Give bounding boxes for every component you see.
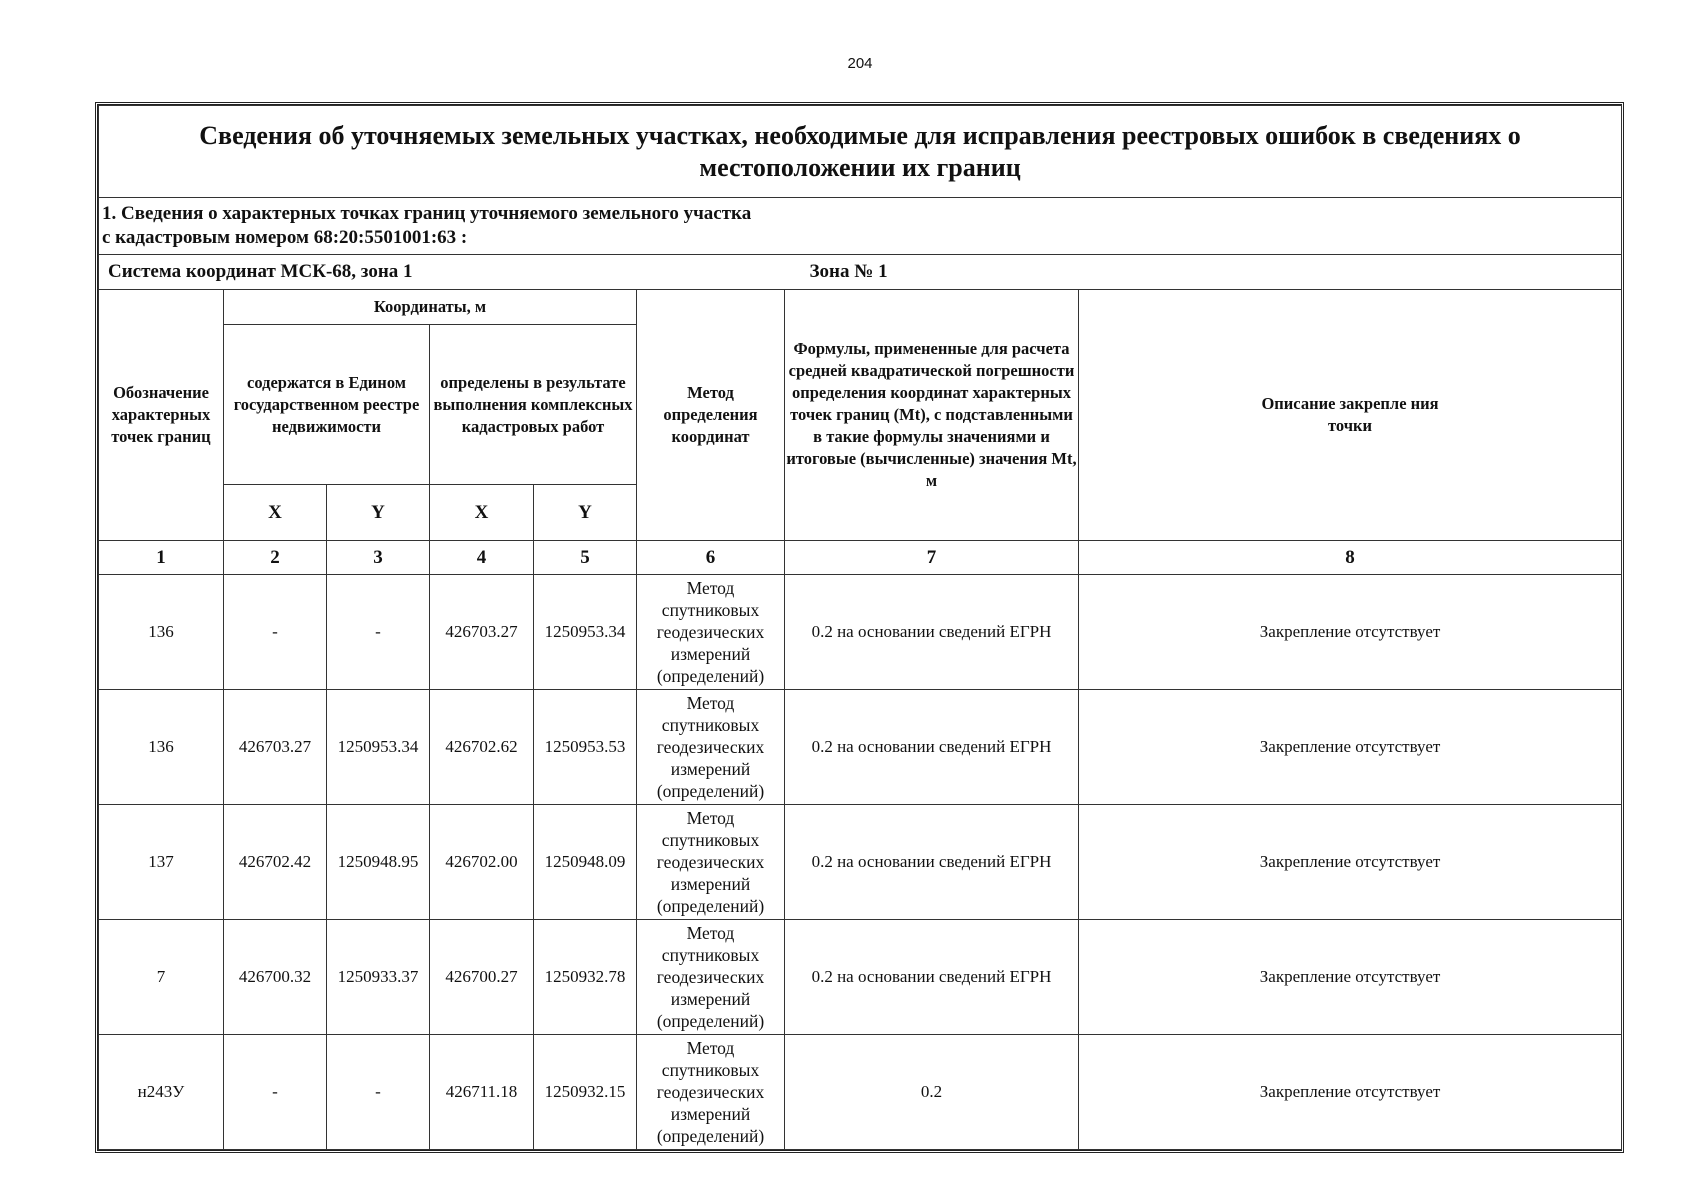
- point-description: Закрепление отсутствует: [1079, 920, 1622, 1035]
- column-number: 5: [534, 541, 637, 575]
- x-cadastral: 426702.62: [430, 690, 534, 805]
- column-number: 7: [785, 541, 1079, 575]
- column-number: 6: [637, 541, 785, 575]
- page-number: 204: [847, 55, 873, 72]
- table-row: [99, 690, 1622, 805]
- mt-value: 0.2 на основании сведений ЕГРН: [785, 920, 1079, 1035]
- header-point: Обозначение характерных точек границ: [99, 290, 224, 541]
- y-cadastral: 1250953.53: [534, 690, 637, 805]
- header-method: Метод определения координат: [637, 290, 785, 541]
- boundary-points-table: [98, 105, 1622, 1150]
- point-id: н243У: [99, 1035, 224, 1150]
- method: Метод спутниковых геодезических измерений (определений): [637, 1035, 785, 1150]
- header-y-cadastral: Y: [534, 485, 637, 541]
- header-egrn: содержатся в Едином государственном реестре недвижимости: [224, 325, 430, 485]
- column-number: 1: [99, 541, 224, 575]
- y-cadastral: 1250953.34: [534, 575, 637, 690]
- point-id: 137: [99, 805, 224, 920]
- mt-value: 0.2: [785, 1035, 1079, 1150]
- y-cadastral: 1250948.09: [534, 805, 637, 920]
- x-egrn: 426703.27: [224, 690, 327, 805]
- coordinate-system: Система координат МСК-68, зона 1: [99, 255, 785, 290]
- x-cadastral: 426703.27: [430, 575, 534, 690]
- y-egrn: 1250948.95: [327, 805, 430, 920]
- x-cadastral: 426700.27: [430, 920, 534, 1035]
- method: Метод спутниковых геодезических измерений (определений): [637, 575, 785, 690]
- x-egrn: -: [224, 575, 327, 690]
- point-description: Закрепление отсутствует: [1079, 690, 1622, 805]
- section-heading: [99, 198, 1622, 255]
- zone-cell: [785, 255, 1622, 290]
- mt-value: 0.2 на основании сведений ЕГРН: [785, 805, 1079, 920]
- point-description: Закрепление отсутствует: [1079, 575, 1622, 690]
- column-number-row: [99, 541, 1622, 575]
- method: Метод спутниковых геодезических измерений (определений): [637, 805, 785, 920]
- y-egrn: 1250933.37: [327, 920, 430, 1035]
- y-cadastral: 1250932.15: [534, 1035, 637, 1150]
- column-number: 2: [224, 541, 327, 575]
- method: Метод спутниковых геодезических измерений (определений): [637, 920, 785, 1035]
- header-y-egrn: Y: [327, 485, 430, 541]
- point-id: 136: [99, 575, 224, 690]
- header-formula: Формулы, примененные для расчета средней квадратической погрешности определения координат характерных точек границ (Mt), с подставленными в такие формулы значениями и итоговые (вычисленные) значения Mt, м: [785, 290, 1079, 541]
- x-egrn: -: [224, 1035, 327, 1150]
- header-x-cadastral: X: [430, 485, 534, 541]
- mt-value: 0.2 на основании сведений ЕГРН: [785, 690, 1079, 805]
- section-heading-line-2: с кадастровым номером 68:20:5501001:63 :: [102, 227, 468, 248]
- document-frame: [95, 102, 1624, 1153]
- column-number: 4: [430, 541, 534, 575]
- column-number: 3: [327, 541, 430, 575]
- y-cadastral: 1250932.78: [534, 920, 637, 1035]
- x-egrn: 426702.42: [224, 805, 327, 920]
- table-row: [99, 805, 1622, 920]
- zone-label: Зона № 1: [809, 261, 888, 282]
- x-cadastral: 426702.00: [430, 805, 534, 920]
- point-description: Закрепление отсутствует: [1079, 1035, 1622, 1150]
- mt-value: 0.2 на основании сведений ЕГРН: [785, 575, 1079, 690]
- y-egrn: 1250953.34: [327, 690, 430, 805]
- method: Метод спутниковых геодезических измерений (определений): [637, 690, 785, 805]
- header-description: Описание закрепле ния точки: [1079, 290, 1622, 541]
- table-row: [99, 1035, 1622, 1150]
- y-egrn: -: [327, 1035, 430, 1150]
- header-cadastral: определены в результате выполнения комплексных кадастровых работ: [430, 325, 637, 485]
- section-heading-line-1: 1. Сведения о характерных точках границ уточняемого земельного участка: [102, 203, 752, 224]
- table-row: [99, 920, 1622, 1035]
- x-cadastral: 426711.18: [430, 1035, 534, 1150]
- y-egrn: -: [327, 575, 430, 690]
- document-title: Сведения об уточняемых земельных участках, необходимые для исправления реестровых ошибок в сведениях о местоположении их границ: [99, 106, 1622, 198]
- point-description: Закрепление отсутствует: [1079, 805, 1622, 920]
- table-row: [99, 575, 1622, 690]
- column-number: 8: [1079, 541, 1622, 575]
- x-egrn: 426700.32: [224, 920, 327, 1035]
- point-id: 7: [99, 920, 224, 1035]
- header-x-egrn: X: [224, 485, 327, 541]
- point-id: 136: [99, 690, 224, 805]
- header-coordinates: Координаты, м: [224, 290, 637, 325]
